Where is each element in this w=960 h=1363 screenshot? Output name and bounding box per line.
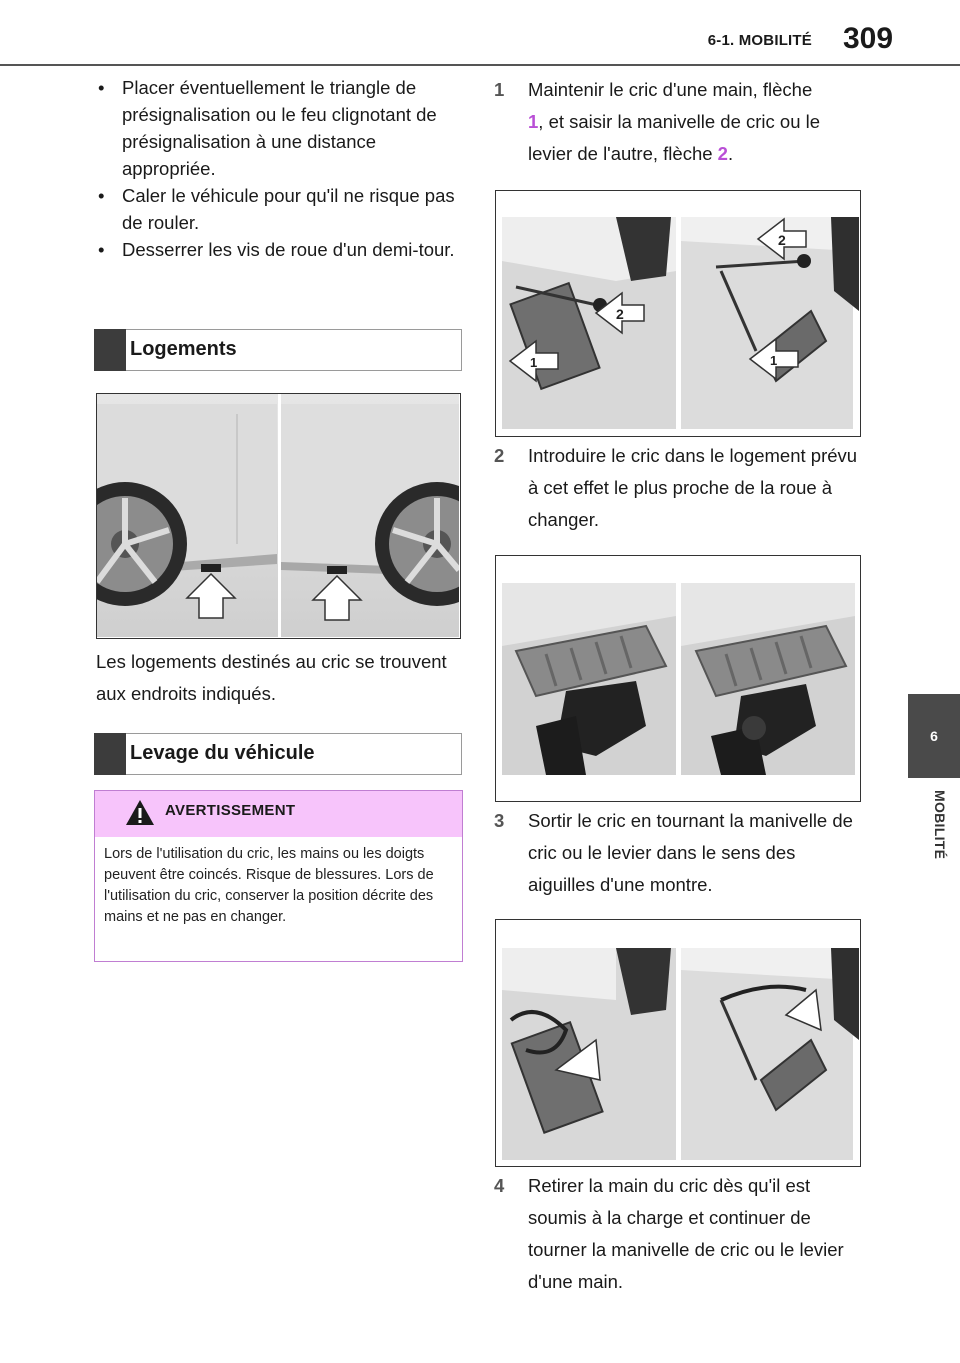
section-heading-levage: [94, 733, 462, 775]
step-text: , et saisir la manivelle de cric ou le levier de l'autre, flèche: [528, 111, 821, 164]
warning-title: AVERTISSEMENT: [165, 802, 296, 819]
warning-triangle-icon: [125, 799, 155, 827]
step-text: .: [727, 143, 734, 164]
preparation-list: [96, 74, 464, 263]
step-3: [494, 805, 864, 901]
bullet-marker: •: [98, 185, 105, 206]
arrow-label-2: 2: [778, 232, 786, 248]
header-divider: [0, 64, 960, 66]
chapter-label: MOBILITÉ: [932, 790, 948, 860]
chapter-number: 6: [930, 728, 938, 744]
heading-bar: [94, 733, 126, 775]
heading-text: Logements: [130, 338, 237, 360]
arrow-label-1: 1: [530, 355, 538, 370]
jack-crank-figure: [495, 919, 861, 1167]
step-2: [494, 440, 864, 536]
step-number: 1: [494, 79, 505, 100]
jack-points-figure: [96, 393, 461, 639]
page-number: 309: [842, 22, 894, 55]
list-item-text: Desserrer les vis de roue d'un demi-tour.: [122, 239, 455, 260]
jack-holding-figure: [495, 190, 861, 437]
list-item-text: Caler le véhicule pour qu'il ne risque pas de rouler.: [122, 185, 455, 233]
warning-box: [94, 790, 463, 962]
arrow-ref-1: 1: [528, 111, 539, 132]
heading-bar: [94, 329, 126, 371]
step-text: Retirer la main du cric dès qu'il est soumis à la charge et continuer de tourner la manivelle de cric ou le levier d'une main.: [528, 1175, 844, 1292]
step-number: 4: [494, 1175, 505, 1196]
step-text: Sortir le cric en tournant la manivelle de cric ou le levier dans le sens des aiguilles d'une montre.: [528, 810, 853, 895]
step-number: 3: [494, 810, 505, 831]
arrow-label-2: 2: [616, 306, 624, 322]
list-item-text: Placer éventuellement le triangle de présignalisation ou le feu clignotant de présignalisation à une distance appropriée.: [122, 77, 437, 179]
arrow-ref-2: 2: [717, 143, 728, 164]
step-text: Maintenir le cric d'une main, flèche: [528, 79, 813, 100]
warning-header: [95, 791, 462, 837]
jack-holding-illustration: [496, 191, 859, 435]
warning-text: Lors de l'utilisation du cric, les mains ou les doigts peuvent être coincés. Risque de blessures. Lors de l'utilisation du cric, conserver la position décrite des mains et ne pas en changer.: [104, 846, 434, 925]
bullet-marker: •: [98, 77, 105, 98]
step-number: 2: [494, 445, 505, 466]
jack-insert-illustration: [496, 556, 859, 800]
jack-crank-illustration: [496, 920, 859, 1165]
chapter-tab: [908, 694, 960, 778]
jack-insert-figure: [495, 555, 861, 802]
heading-text: Levage du véhicule: [130, 742, 315, 764]
list-item: [96, 236, 464, 263]
list-item: [96, 182, 464, 236]
step-4: [494, 1170, 864, 1298]
arrow-label-1: 1: [770, 353, 778, 368]
jack-points-illustration: [97, 394, 459, 637]
step-1: [494, 74, 864, 170]
logements-caption: Les logements destinés au cric se trouvent aux endroits indiqués.: [96, 651, 447, 704]
list-item: [96, 74, 464, 182]
section-heading-logements: [94, 329, 462, 371]
step-text: Introduire le cric dans le logement prévu à cet effet le plus proche de la roue à changer.: [528, 445, 858, 530]
section-title: 6-1. MOBILITÉ: [707, 32, 812, 49]
bullet-marker: •: [98, 239, 105, 260]
